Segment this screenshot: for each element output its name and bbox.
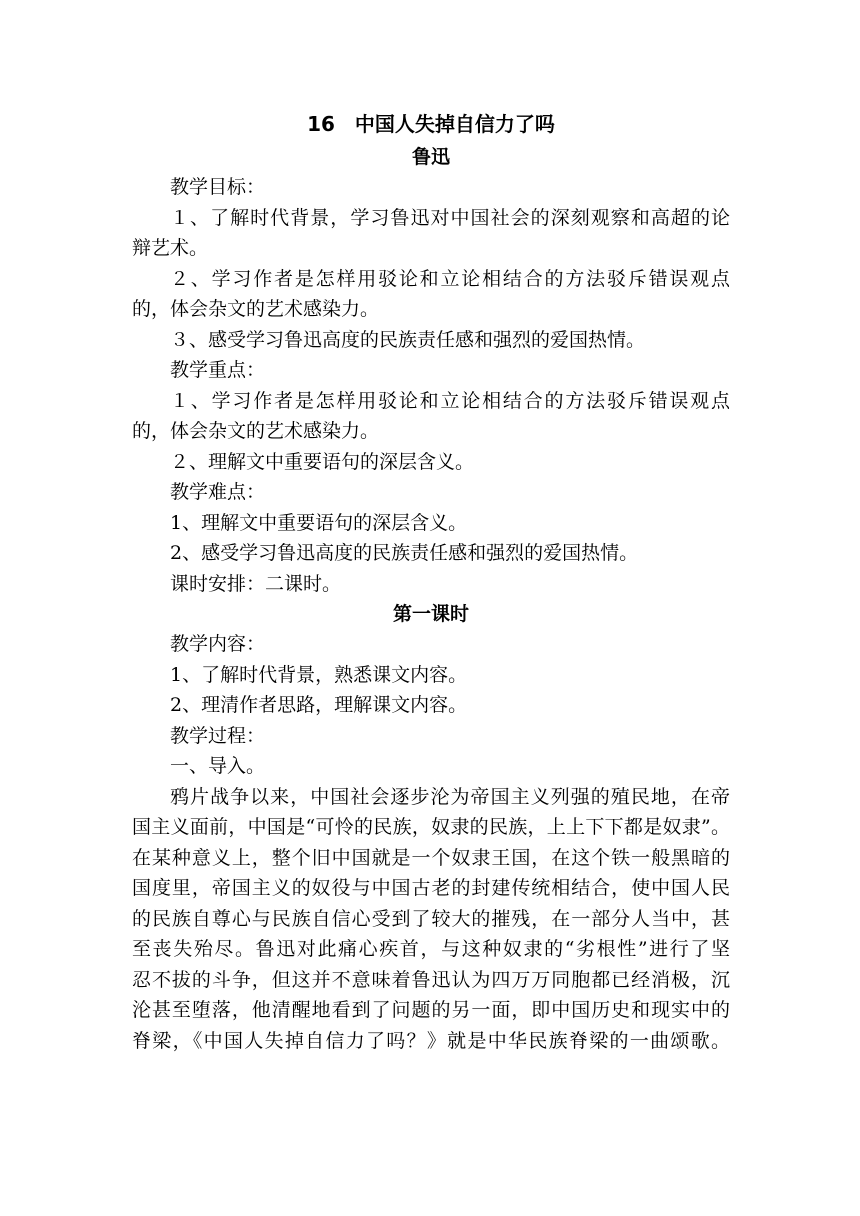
intro-paragraph-line-8: 沦甚至堕落，他清醒地看到了问题的另一面，即中国历史和现实中的 — [132, 999, 730, 1021]
schedule: 课时安排：二课时。 — [170, 572, 342, 595]
document-author: 鲁迅 — [411, 146, 450, 168]
intro-paragraph-line-9: 脊梁，《中国人失掉自信力了吗？》就是中华民族脊梁的一曲颂歌。 — [132, 1029, 730, 1052]
content-1: 1、了解时代背景，熟悉课文内容。 — [170, 663, 468, 686]
document-title: 16 中国人失掉自信力了吗 — [307, 112, 555, 136]
objective-1-line-1: １、了解时代背景，学习鲁迅对中国社会的深刻观察和高超的论 — [170, 206, 730, 229]
intro-paragraph-line-1: 鸦片战争以来，中国社会逐步沦为帝国主义列强的殖民地，在帝 — [170, 785, 730, 808]
difficulty-1: 1、理解文中重要语句的深层含义。 — [170, 511, 468, 534]
intro-paragraph-line-4: 国度里，帝国主义的奴役与中国古老的封建传统相结合，使中国人民 — [132, 877, 730, 899]
objective-2-line-1: ２、学习作者是怎样用驳论和立论相结合的方法驳斥错误观点 — [170, 267, 730, 290]
objectives-heading: 教学目标： — [170, 176, 266, 198]
process-heading: 教学过程： — [170, 724, 266, 747]
intro-paragraph-line-7: 忍不拔的斗争，但这并不意味着鲁迅认为四万万同胞都已经消极，沉 — [132, 968, 730, 991]
content-heading: 教学内容： — [170, 633, 266, 655]
lesson-heading: 第一课时 — [392, 603, 469, 625]
document-page — [132, 106, 730, 1056]
keypoint-2: ２、理解文中重要语句的深层含义。 — [170, 450, 475, 473]
intro-paragraph-line-6: 至丧失殆尽。鲁迅对此痛心疾首，与这种奴隶的“劣根性”进行了坚 — [132, 938, 730, 960]
intro-paragraph-line-2: 国主义面前，中国是“可怜的民族，奴隶的民族，上上下下都是奴隶”。 — [132, 816, 730, 838]
keypoint-1-line-1: １、学习作者是怎样用驳论和立论相结合的方法驳斥错误观点 — [170, 389, 730, 412]
content-2: 2、理清作者思路，理解课文内容。 — [170, 694, 468, 716]
intro-heading: 一、导入。 — [170, 755, 266, 777]
keypoints-heading: 教学重点： — [170, 359, 266, 381]
intro-paragraph-line-5: 的民族自尊心与民族自信心受到了较大的摧残，在一部分人当中，甚 — [132, 907, 730, 930]
objective-3: ３、感受学习鲁迅高度的民族责任感和强烈的爱国热情。 — [170, 328, 646, 351]
intro-paragraph-line-3: 在某种意义上，整个旧中国就是一个奴隶王国，在这个铁一般黑暗的 — [132, 846, 730, 869]
objective-2-line-2: 的，体会杂文的艺术感染力。 — [132, 298, 380, 320]
objective-1-line-2: 辩艺术。 — [132, 237, 209, 259]
keypoint-1-line-2: 的，体会杂文的艺术感染力。 — [132, 420, 380, 442]
difficulties-heading: 教学难点： — [170, 481, 266, 503]
difficulty-2: 2、感受学习鲁迅高度的民族责任感和强烈的爱国热情。 — [170, 542, 639, 564]
